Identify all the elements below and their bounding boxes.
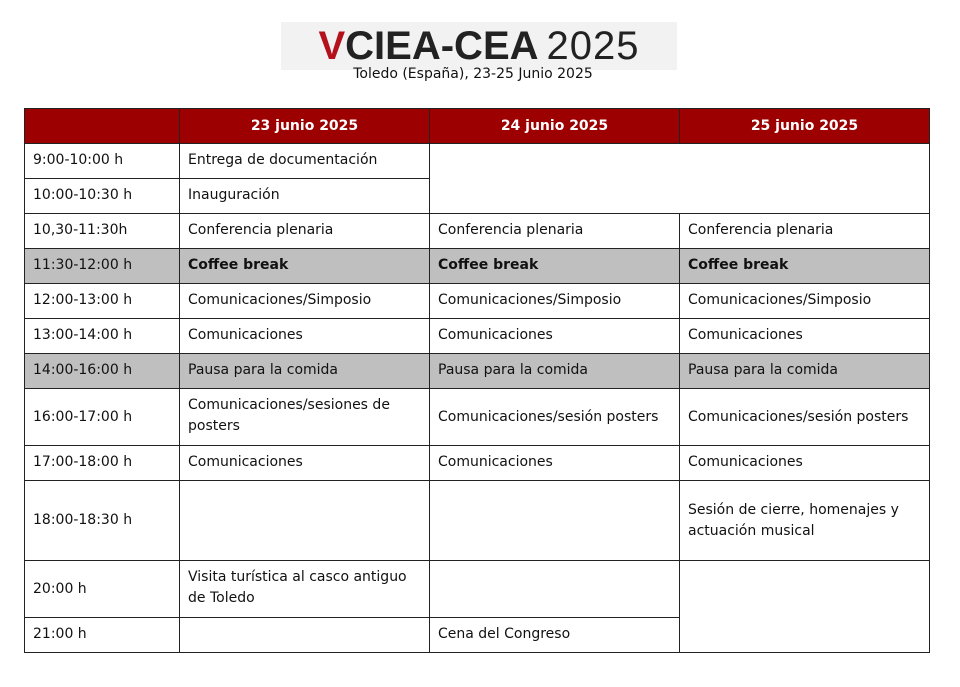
session-cell xyxy=(180,618,430,653)
session-cell: Comunicaciones xyxy=(680,446,930,481)
empty-cell xyxy=(680,561,930,653)
session-cell: Comunicaciones xyxy=(430,319,680,354)
session-cell: Comunicaciones/Simposio xyxy=(430,284,680,319)
time-cell: 12:00-13:00 h xyxy=(25,284,180,319)
session-cell: Comunicaciones xyxy=(180,446,430,481)
session-cell: Pausa para la comida xyxy=(180,354,430,389)
schedule-table xyxy=(24,108,930,653)
session-cell xyxy=(430,561,680,618)
session-cell: Conferencia plenaria xyxy=(430,214,680,249)
table-row xyxy=(25,354,930,389)
time-cell: 18:00-18:30 h xyxy=(25,481,180,561)
table-row xyxy=(25,319,930,354)
session-cell: Coffee break xyxy=(180,249,430,284)
column-header-day3: 25 junio 2025 xyxy=(680,109,930,144)
session-cell: Comunicaciones/sesiones de posters xyxy=(180,389,430,446)
session-cell xyxy=(430,481,680,561)
time-cell: 16:00-17:00 h xyxy=(25,389,180,446)
time-cell: 10,30-11:30h xyxy=(25,214,180,249)
logo-v: V xyxy=(318,24,346,68)
logo-year: 2025 xyxy=(546,24,640,68)
table-row xyxy=(25,446,930,481)
session-cell: Cena del Congreso xyxy=(430,618,680,653)
time-cell: 14:00-16:00 h xyxy=(25,354,180,389)
session-cell: Coffee break xyxy=(680,249,930,284)
session-cell: Comunicaciones/sesión posters xyxy=(680,389,930,446)
session-cell: Visita turística al casco antiguo de Toledo xyxy=(180,561,430,618)
table-row xyxy=(25,284,930,319)
session-cell: Entrega de documentación xyxy=(180,144,430,179)
session-cell: Comunicaciones xyxy=(180,319,430,354)
time-cell: 11:30-12:00 h xyxy=(25,249,180,284)
column-header-time xyxy=(25,109,180,144)
time-cell: 21:00 h xyxy=(25,618,180,653)
session-cell: Sesión de cierre, homenajes y actuación musical xyxy=(680,481,930,561)
session-cell: Pausa para la comida xyxy=(430,354,680,389)
session-cell: Conferencia plenaria xyxy=(680,214,930,249)
time-cell: 17:00-18:00 h xyxy=(25,446,180,481)
time-cell: 10:00-10:30 h xyxy=(25,179,180,214)
column-header-day2: 24 junio 2025 xyxy=(430,109,680,144)
congress-logo xyxy=(281,22,677,70)
column-header-day1: 23 junio 2025 xyxy=(180,109,430,144)
session-cell: Comunicaciones xyxy=(680,319,930,354)
session-cell: Comunicaciones/Simposio xyxy=(680,284,930,319)
table-row xyxy=(25,389,930,446)
time-cell: 20:00 h xyxy=(25,561,180,618)
table-row xyxy=(25,481,930,561)
session-cell: Pausa para la comida xyxy=(680,354,930,389)
empty-cell xyxy=(430,144,930,214)
header-row xyxy=(25,109,930,144)
session-cell: Conferencia plenaria xyxy=(180,214,430,249)
session-cell: Comunicaciones xyxy=(430,446,680,481)
table-row xyxy=(25,144,930,179)
time-cell: 9:00-10:00 h xyxy=(25,144,180,179)
subtitle: Toledo (España), 23-25 Junio 2025 xyxy=(353,66,593,82)
session-cell xyxy=(180,481,430,561)
session-cell: Inauguración xyxy=(180,179,430,214)
session-cell: Coffee break xyxy=(430,249,680,284)
session-cell: Comunicaciones/sesión posters xyxy=(430,389,680,446)
logo-ciea: CIEA-CEA xyxy=(345,24,539,68)
table-row xyxy=(25,249,930,284)
table-row xyxy=(25,214,930,249)
table-row xyxy=(25,561,930,618)
time-cell: 13:00-14:00 h xyxy=(25,319,180,354)
session-cell: Comunicaciones/Simposio xyxy=(180,284,430,319)
